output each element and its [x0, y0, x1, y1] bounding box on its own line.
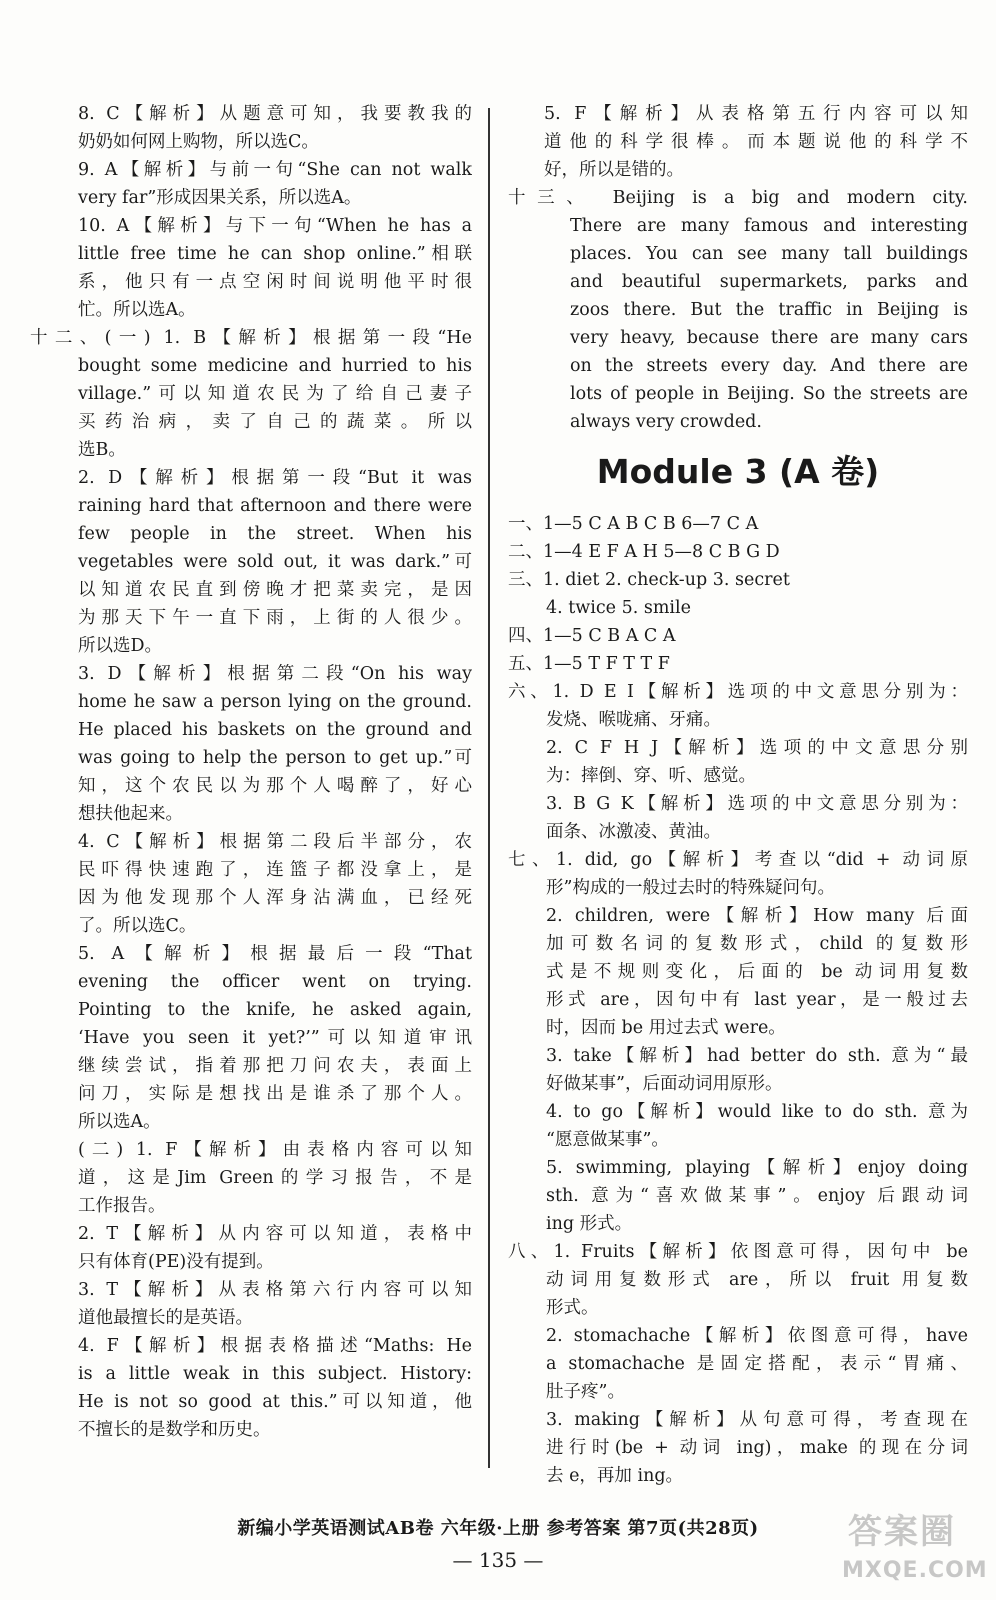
- answer-line: 好做某事”，后面动词用原形。: [546, 1074, 783, 1094]
- answer-line: 加可数名词的复数形式，child 的复数形: [546, 934, 968, 954]
- answer-line: 系，他只有一点空闲时间说明他平时很: [78, 272, 472, 292]
- answer-line: 面条、冰激凌、黄油。: [546, 822, 721, 842]
- answer-line: There are many famous and interesting: [570, 216, 968, 236]
- answer-line: very far”形成因果关系，所以选A。: [78, 188, 362, 208]
- answer-line: always very crowded.: [570, 412, 762, 432]
- answer-line: 3. B G K【解析】选项的中文意思分别为：: [546, 794, 968, 814]
- answer-line: 3. T【解析】从表格第六行内容可以知: [78, 1280, 472, 1300]
- answer-line: 8. C【解析】从题意可知，我要教我的: [78, 104, 472, 124]
- answer-line: 形式 are，因句中有 last year，是一般过去: [546, 990, 968, 1010]
- answer-line: 4. twice 5. smile: [546, 598, 691, 618]
- answer-line: sth. 意为“喜欢做某事”。enjoy 后跟动词: [546, 1186, 968, 1206]
- answer-line: 肚子疼”。: [546, 1382, 625, 1402]
- footer-title: 新编小学英语测试AB卷 六年级·上册 参考答案 第7页(共28页): [237, 1518, 759, 1539]
- answer-line: 好，所以是错的。: [544, 160, 684, 180]
- answer-line: 想扶他起来。: [78, 804, 183, 824]
- answer-line: raining hard that afternoon and there were: [78, 496, 472, 516]
- watermark-logo: [834, 1500, 988, 1590]
- answer-line: 形”构成的一般过去时的特殊疑问句。: [546, 878, 835, 898]
- answer-line: 2. D【解析】根据第一段“But it was: [78, 468, 472, 488]
- answer-line: is a little weak in this subject. History:: [78, 1364, 472, 1384]
- page-number: — 135 —: [452, 1548, 544, 1572]
- answer-line: 2. children, were【解析】How many 后面: [546, 906, 968, 926]
- answer-line: 所以选A。: [78, 1112, 161, 1132]
- answer-line: a stomachache 是固定搭配，表示“胃痛、: [546, 1354, 968, 1374]
- answer-line: 八、1. Fruits【解析】依图意可得，因句中 be: [508, 1242, 968, 1262]
- answer-line: 六、1. D E I【解析】选项的中文意思分别为：: [508, 682, 968, 702]
- answer-line: 不擅长的是数学和历史。: [78, 1420, 271, 1440]
- answer-line: 3. making【解析】从句意可得，考查现在: [546, 1410, 968, 1430]
- answer-line: 道他最擅长的是英语。: [78, 1308, 253, 1328]
- answer-line: 2. T【解析】从内容可以知道，表格中: [78, 1224, 472, 1244]
- answer-line: 动词用复数形式 are，所以 fruit 用复数: [546, 1270, 968, 1290]
- answer-line: 4. F【解析】根据表格描述“Maths: He: [78, 1336, 472, 1356]
- answer-line: 4. C【解析】根据第二段后半部分，农: [78, 832, 472, 852]
- answer-line: 9. A【解析】与前一句“She can not walk: [78, 160, 472, 180]
- answer-line: 式是不规则变化，后面的 be 动词用复数: [546, 962, 968, 982]
- answer-line: and beautiful supermarkets, parks and: [570, 272, 968, 292]
- watermark-glyphs: 答案圈: [848, 1512, 956, 1552]
- answer-line: 只有体育(PE)没有提到。: [78, 1252, 274, 1272]
- answer-line: 七、1. did, go【解析】考查以“did + 动词原: [508, 850, 968, 870]
- answer-line: 5. A【解析】根据最后一段“That: [78, 944, 472, 964]
- answer-line: ing 形式。: [546, 1214, 633, 1234]
- answer-line: 道，这是Jim Green的学习报告，不是: [78, 1168, 472, 1188]
- answer-line: 买药治病，卖了自己的蔬菜。所以: [78, 412, 472, 432]
- answer-line: places. You can see many tall buildings: [570, 244, 968, 264]
- answer-line: bought some medicine and hurried to his: [78, 356, 472, 376]
- answer-line: 去 e，再加 ing。: [546, 1466, 684, 1486]
- answer-line: 民吓得快速跑了，连篮子都没拿上，是: [78, 860, 472, 880]
- answer-line: vegetables were sold out, it was dark.”可: [78, 552, 472, 572]
- answer-line: He is not so good at this.”可以知道，他: [78, 1392, 472, 1412]
- answer-line: 十三、 Beijing is a big and modern city.: [508, 188, 968, 208]
- answer-line: 为那天下午一直下雨，上街的人很少。: [78, 608, 472, 628]
- answer-line: He placed his baskets on the ground and: [78, 720, 472, 740]
- answer-line: 奶奶如何网上购物，所以选C。: [78, 132, 319, 152]
- column-divider: [488, 108, 490, 1468]
- answer-line: 4. to go【解析】would like to do sth. 意为: [546, 1102, 968, 1122]
- answer-line: 知，这个农民以为那个人喝醉了，好心: [78, 776, 472, 796]
- answer-line: 因为他发现那个人浑身沾满血，已经死: [78, 888, 472, 908]
- answer-line: 四、1—5 C B A C A: [508, 626, 676, 646]
- answer-line: 五、1—5 T F T T F: [508, 654, 670, 674]
- answer-line: 十二、(一) 1. B【解析】根据第一段“He: [30, 328, 472, 348]
- answer-line: 三、1. diet 2. check-up 3. secret: [508, 570, 790, 590]
- module-title: Module 3 (A 卷): [596, 452, 880, 491]
- answer-line: 以知道农民直到傍晚才把菜卖完，是因: [78, 580, 472, 600]
- answer-line: 忙。所以选A。: [78, 300, 196, 320]
- answer-line: 继续尝试，指着那把刀问农夫，表面上: [78, 1056, 472, 1076]
- answer-line: 进行时(be + 动词 ing)，make 的现在分词: [546, 1438, 968, 1458]
- answer-line: 道他的科学很棒。而本题说他的科学不: [544, 132, 968, 152]
- right-column-top: [508, 100, 968, 436]
- answer-line: ‘Have you seen it yet?’”可以知道审讯: [78, 1028, 472, 1048]
- right-column-bottom: [508, 510, 968, 1490]
- answer-line: 10. A【解析】与下一句“When he has a: [78, 216, 472, 236]
- answer-line: 发烧、喉咙痛、牙痛。: [546, 710, 721, 730]
- answer-line: 为：摔倒、穿、听、感觉。: [546, 766, 756, 786]
- answer-line: 2. C F H J【解析】选项的中文意思分别: [546, 738, 968, 758]
- answer-line: 二、1—4 E F A H 5—8 C B G D: [508, 542, 780, 562]
- left-column: [30, 100, 472, 1444]
- answer-line: lots of people in Beijing. So the streets are: [570, 384, 968, 404]
- answer-line: little free time he can shop online.”相联: [78, 244, 472, 264]
- answer-line: was going to help the person to get up.”可: [78, 748, 472, 768]
- right-column: [508, 100, 968, 1490]
- answer-line: Pointing to the knife, he asked again,: [78, 1000, 472, 1020]
- answer-line: village.”可以知道农民为了给自己妻子: [78, 384, 472, 404]
- answer-line: (二) 1. F【解析】由表格内容可以知: [78, 1140, 472, 1160]
- answer-line: 形式。: [546, 1298, 599, 1318]
- answer-line: 5. F【解析】从表格第五行内容可以知: [544, 104, 968, 124]
- answer-line: zoos there. But the traffic in Beijing is: [570, 300, 968, 320]
- answer-line: very heavy, because there are many cars: [570, 328, 968, 348]
- answer-line: 问刀，实际是想找出是谁杀了那个人。: [78, 1084, 472, 1104]
- answer-line: 选B。: [78, 440, 126, 460]
- answer-line: few people in the street. When his: [78, 524, 472, 544]
- answer-line: home he saw a person lying on the ground.: [78, 692, 472, 712]
- answer-line: 所以选D。: [78, 636, 163, 656]
- answer-line: 5. swimming, playing【解析】enjoy doing: [546, 1158, 968, 1178]
- answer-line: 一、1—5 C A B C B 6—7 C A: [508, 514, 759, 534]
- answer-line: evening the officer went on trying.: [78, 972, 472, 992]
- answer-line: 3. D【解析】根据第二段“On his way: [78, 664, 472, 684]
- watermark-url: MXQE.COM: [842, 1558, 988, 1583]
- answer-line: 3. take【解析】had better do sth. 意为“最: [546, 1046, 968, 1066]
- answer-line: “愿意做某事”。: [546, 1130, 669, 1150]
- answer-line: 2. stomachache【解析】依图意可得，have: [546, 1326, 968, 1346]
- answer-line: on the streets every day. And there are: [570, 356, 968, 376]
- answer-line: 时，因而 be 用过去式 were。: [546, 1018, 786, 1038]
- answer-line: 工作报告。: [78, 1196, 166, 1216]
- answer-line: 了。所以选C。: [78, 916, 197, 936]
